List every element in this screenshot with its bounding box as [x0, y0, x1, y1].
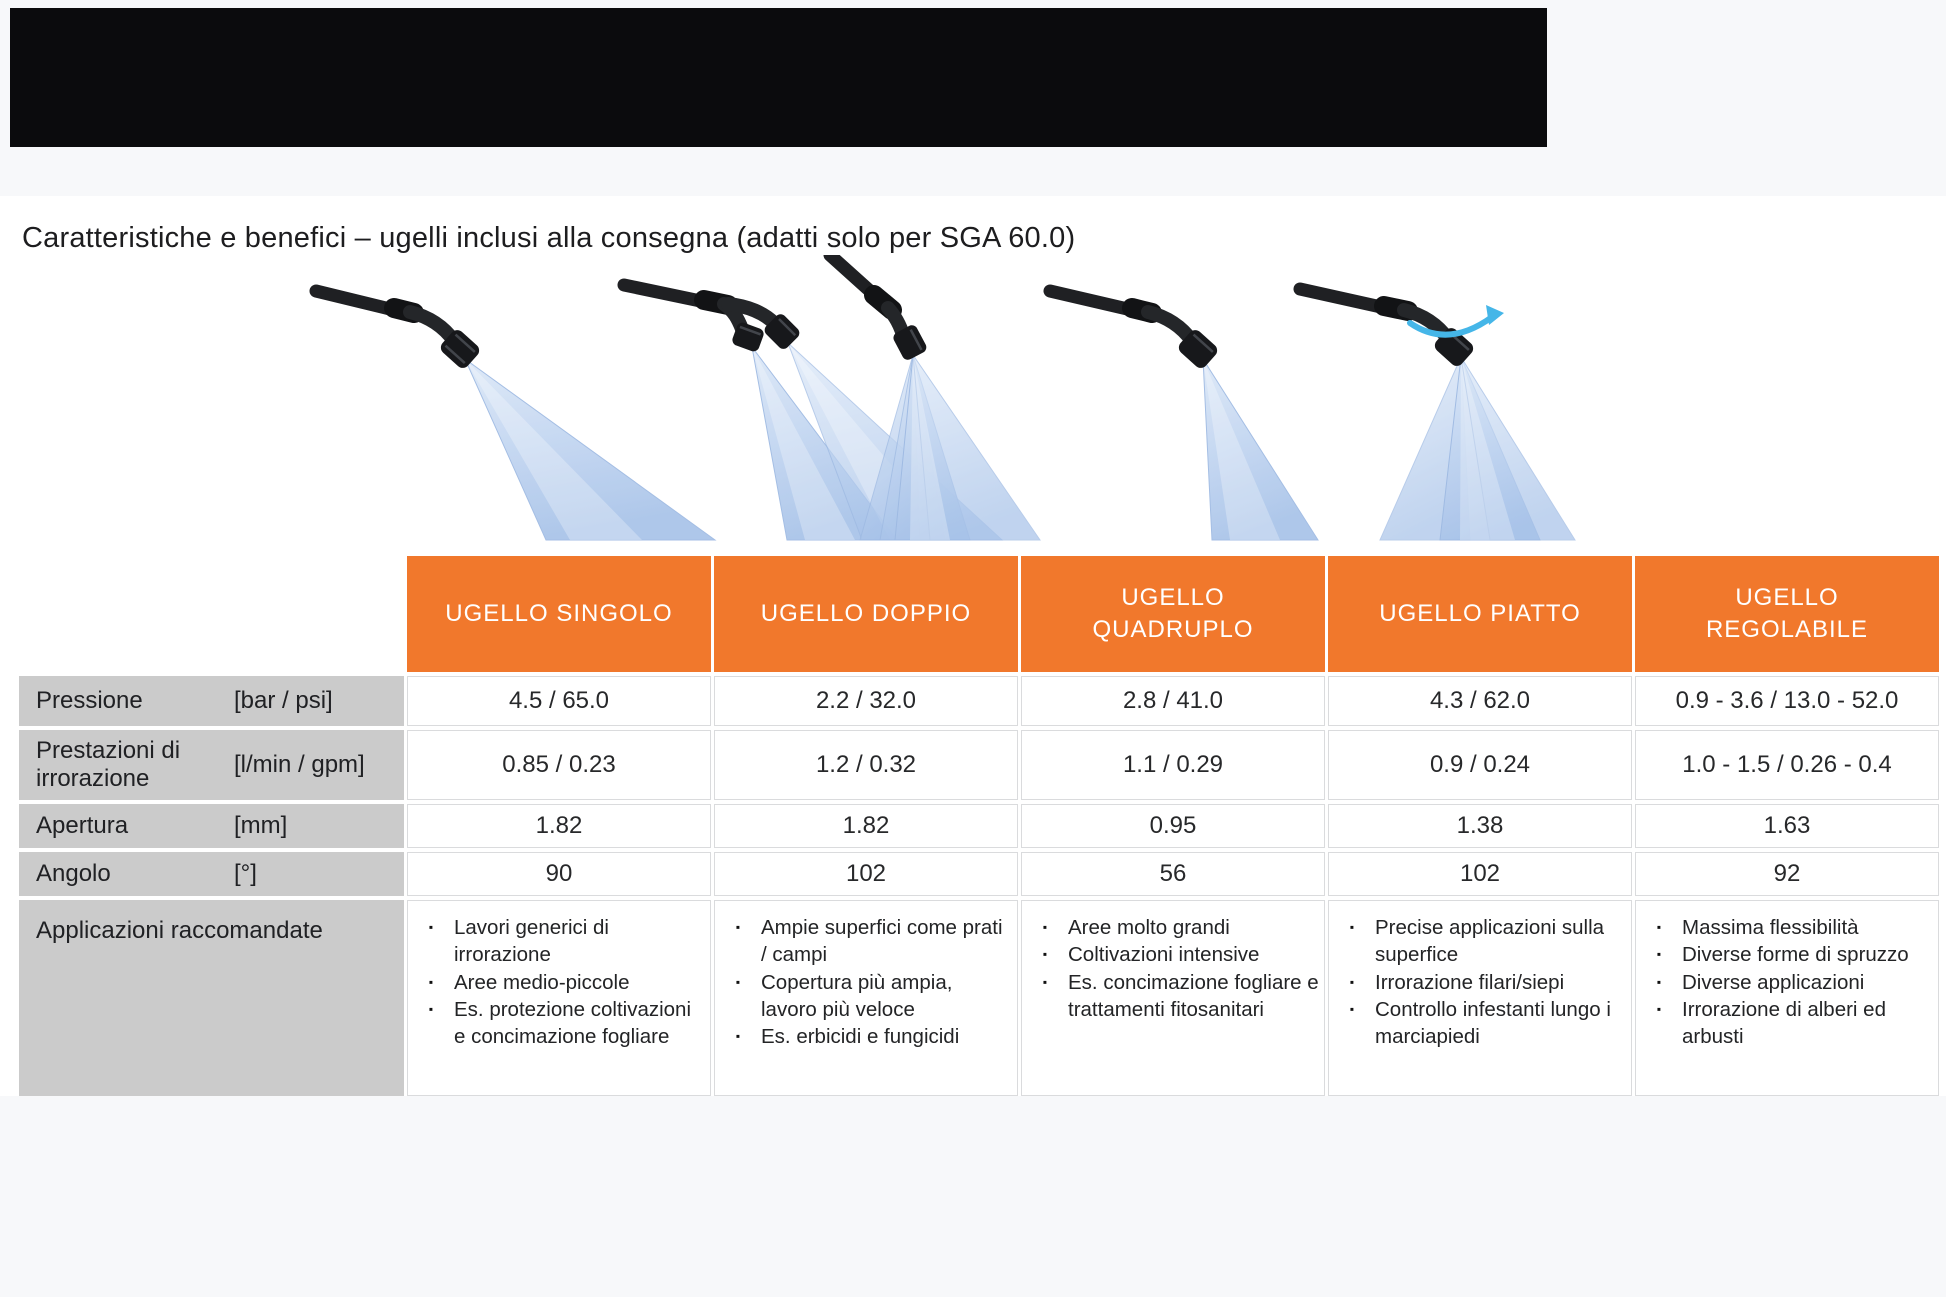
cell-prestazioni-regolabile: 1.0 - 1.5 / 0.26 - 0.4 [1635, 730, 1939, 800]
cell-prestazioni-piatto: 0.9 / 0.24 [1328, 730, 1632, 800]
single-nozzle-spray-illustration [302, 255, 732, 547]
cell-applicazioni-piatto [1328, 900, 1632, 1096]
cell-pressione-quadruplo: 2.8 / 41.0 [1021, 676, 1325, 726]
bullet-icon: ▪ [1349, 920, 1355, 934]
row-label-applicazioni: Applicazioni raccomandate [19, 900, 404, 1096]
cell-applicazioni-singolo [407, 900, 711, 1096]
bullet-icon: ▪ [735, 1029, 741, 1043]
bullet-icon: ▪ [428, 920, 434, 934]
application-item: ▪ Massima flessibilità [1636, 914, 1934, 941]
cell-pressione-regolabile: 0.9 - 3.6 / 13.0 - 52.0 [1635, 676, 1939, 726]
bullet-icon: ▪ [1656, 947, 1662, 962]
cell-pressione-doppio: 2.2 / 32.0 [714, 676, 1018, 726]
quadruple-nozzle-spray-illustration [810, 255, 1240, 547]
cell-applicazioni-doppio [714, 900, 1018, 1096]
bullet-icon: ▪ [428, 974, 434, 989]
bullet-icon: ▪ [735, 974, 741, 989]
cell-prestazioni-quadruplo: 1.1 / 0.29 [1021, 730, 1325, 800]
cell-apertura-quadruplo: 0.95 [1021, 804, 1325, 848]
bullet-icon: ▪ [428, 1001, 434, 1016]
application-item: ▪ Copertura più ampia, lavoro più veloce [715, 969, 1013, 1024]
cell-apertura-singolo: 1.82 [407, 804, 711, 848]
cell-angolo-regolabile: 92 [1635, 852, 1939, 896]
row-label-pressione: Pressione [bar / psi] [19, 676, 404, 726]
cell-angolo-doppio: 102 [714, 852, 1018, 896]
bullet-icon: ▪ [1042, 920, 1048, 934]
application-item: ▪ Precise applicazioni sulla superfice [1329, 914, 1627, 969]
application-item: ▪ Es. protezione coltivazioni e concimazione fogliare [408, 996, 706, 1051]
nozzle-comparison-table [19, 556, 1939, 1096]
bullet-icon: ▪ [1042, 974, 1048, 989]
bullet-icon: ▪ [1349, 1001, 1355, 1016]
rotation-swoosh-icon [1410, 317, 1492, 335]
application-item: ▪ Coltivazioni intensive [1022, 941, 1320, 968]
row-label-angolo: Angolo [°] [19, 852, 404, 896]
application-item: ▪ Ampie superfici come prati / campi [715, 914, 1013, 969]
application-item: ▪ Aree molto grandi [1022, 914, 1320, 941]
column-header-ugello-singolo: UGELLO SINGOLO [407, 556, 711, 672]
application-item: ▪ Es. concimazione fogliare e trattamenti fitosanitari [1022, 969, 1320, 1024]
bullet-icon: ▪ [1042, 947, 1048, 962]
double-nozzle-spray-illustration [610, 255, 1040, 547]
application-item: ▪ Aree medio-piccole [408, 969, 706, 996]
bottom-background-band [0, 1096, 1946, 1297]
application-item: ▪ Es. erbicidi e fungicidi [715, 1023, 1013, 1050]
cell-applicazioni-quadruplo [1021, 900, 1325, 1096]
bullet-icon: ▪ [1349, 974, 1355, 989]
cell-pressione-singolo: 4.5 / 65.0 [407, 676, 711, 726]
bullet-icon: ▪ [735, 920, 741, 934]
cell-angolo-singolo: 90 [407, 852, 711, 896]
adjustable-nozzle-spray-illustration [1290, 255, 1720, 547]
cell-apertura-piatto: 1.38 [1328, 804, 1632, 848]
table-corner-cell [19, 556, 404, 672]
flat-nozzle-spray-illustration [1040, 255, 1470, 547]
top-black-banner [10, 8, 1547, 147]
bullet-icon: ▪ [1656, 1001, 1662, 1016]
application-item: ▪ Irrorazione di alberi ed arbusti [1636, 996, 1934, 1051]
column-header-ugello-piatto: UGELLO PIATTO [1328, 556, 1632, 672]
column-header-ugello-regolabile: UGELLO REGOLABILE [1635, 556, 1939, 672]
bullet-icon: ▪ [1656, 920, 1662, 934]
application-item: ▪ Controllo infestanti lungo i marciapiedi [1329, 996, 1627, 1051]
cell-apertura-doppio: 1.82 [714, 804, 1018, 848]
row-label-apertura: Apertura [mm] [19, 804, 404, 848]
cell-prestazioni-singolo: 0.85 / 0.23 [407, 730, 711, 800]
cell-pressione-piatto: 4.3 / 62.0 [1328, 676, 1632, 726]
column-header-ugello-doppio: UGELLO DOPPIO [714, 556, 1018, 672]
bullet-icon: ▪ [1656, 974, 1662, 989]
application-item: ▪ Diverse forme di spruzzo [1636, 941, 1934, 968]
application-item: ▪ Irrorazione filari/siepi [1329, 969, 1627, 996]
page-title: Caratteristiche e benefici – ugelli inclusi alla consegna (adatti solo per SGA 60.0) [22, 222, 1076, 255]
cell-applicazioni-regolabile [1635, 900, 1939, 1096]
cell-angolo-piatto: 102 [1328, 852, 1632, 896]
row-label-prestazioni: Prestazioni di irrorazione [l/min / gpm] [19, 730, 404, 800]
application-item: ▪ Diverse applicazioni [1636, 969, 1934, 996]
cell-apertura-regolabile: 1.63 [1635, 804, 1939, 848]
application-item: ▪ Lavori generici di irrorazione [408, 914, 706, 969]
column-header-ugello-quadruplo: UGELLO QUADRUPLO [1021, 556, 1325, 672]
cell-prestazioni-doppio: 1.2 / 0.32 [714, 730, 1018, 800]
cell-angolo-quadruplo: 56 [1021, 852, 1325, 896]
